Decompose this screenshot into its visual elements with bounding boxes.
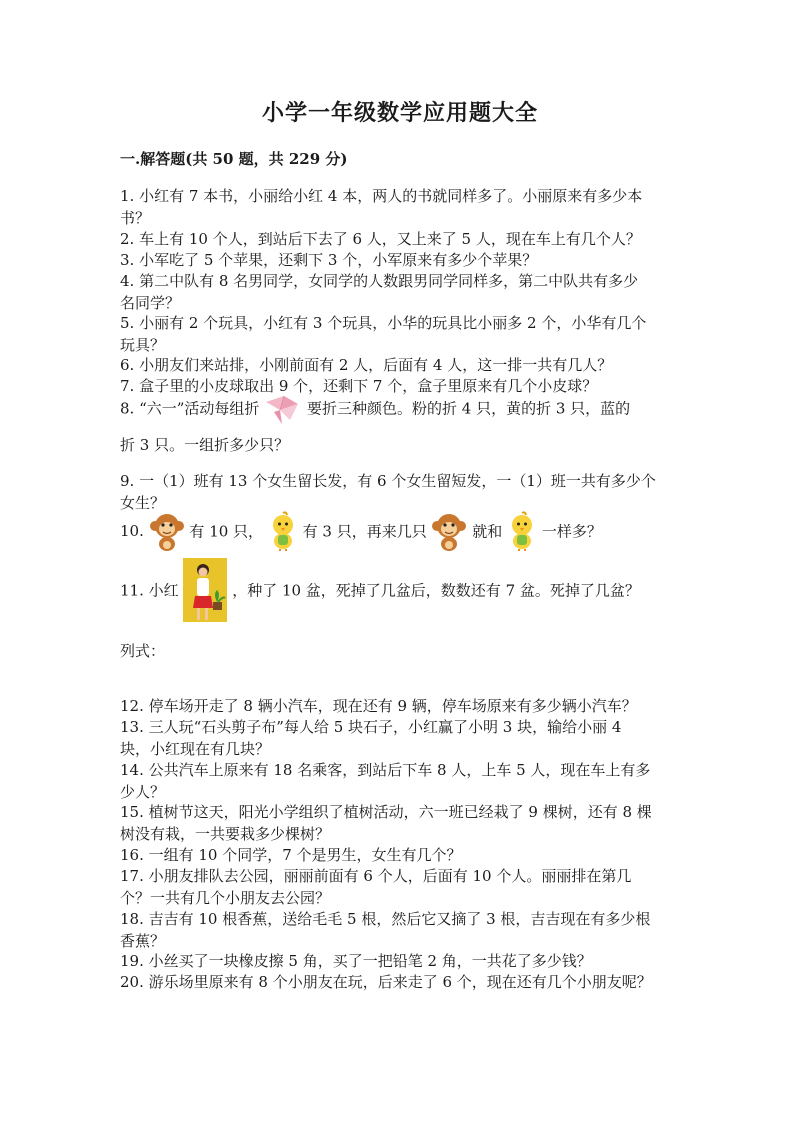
question-16: 16. 一组有 10 个同学，7 个是男生，女生有几个？ (120, 846, 462, 864)
question-4: 4. 第二中队有 8 名男同学，女同学的人数跟男同学同样多，第二中队共有多少 名同学？ (120, 272, 639, 312)
question-10: 10. 有 10 只， 有 3 只，再来几只 就和 一样多？ (120, 510, 602, 552)
question-3: 3. 小军吃了 5 个苹果，还剩下 3 个，小军原来有多少个苹果？ (120, 251, 538, 269)
monkey-icon (431, 510, 467, 552)
question-8-continued: 折 3 只。一组折多少只？ (120, 436, 290, 454)
question-13: 13. 三人玩“石头剪子布”每人给 5 块石子，小红赢了小明 3 块，输给小丽 4 块，小红现在有几块？ (120, 718, 622, 758)
question-14: 14. 公共汽车上原来有 18 名乘客，到站后下车 8 人，上车 5 人，现在车上有多 少人？ (120, 761, 651, 801)
question-11: 11. 小红 ，种了 10 盆，死掉了几盆后，数数还有 7 盆。死掉了几盆？ (120, 558, 640, 622)
question-7: 7. 盒子里的小皮球取出 9 个，还剩下 7 个，盒子里原来有几个小皮球？ (120, 377, 598, 395)
question-17: 17. 小朋友排队去公园，丽丽前面有 6 个人，后面有 10 个人。丽丽排在第几 个？一共有几个小朋友去公园？ (120, 867, 632, 907)
chick-icon (268, 511, 298, 551)
formula-label: 列式： (120, 642, 166, 660)
paper-crane-icon (264, 390, 302, 426)
question-1: 1. 小红有 7 本书，小丽给小红 4 本，两人的书就同样多了。小丽原来有多少本 书？ (120, 187, 643, 227)
section-heading: 一.解答题(共 50 题，共 229 分) (120, 150, 348, 168)
page-title: 小学一年级数学应用题大全 (261, 100, 538, 126)
chick-icon (507, 511, 537, 551)
question-19: 19. 小丝买了一块橡皮擦 5 角，买了一把铅笔 2 角，一共花了多少钱？ (120, 952, 592, 970)
girl-with-plant-photo (183, 558, 227, 622)
question-20: 20. 游乐场里原来有 8 个小朋友在玩，后来走了 6 个，现在还有几个小朋友呢？ (120, 973, 652, 991)
question-8: 8. “六一”活动每组折 要折三种颜色。粉的折 4 只，黄的折 3 只，蓝的 (120, 390, 630, 426)
monkey-icon (149, 510, 185, 552)
question-5: 5. 小丽有 2 个玩具，小红有 3 个玩具，小华的玩具比小丽多 2 个，小华有几个 玩具？ (120, 314, 647, 354)
question-6: 6. 小朋友们来站排，小刚前面有 2 人，后面有 4 人，这一排一共有几人？ (120, 356, 613, 374)
question-12: 12. 停车场开走了 8 辆小汽车，现在还有 9 辆，停车场原来有多少辆小汽车？ (120, 697, 637, 715)
question-15: 15. 植树节这天，阳光小学组织了植树活动，六一班已经栽了 9 棵树，还有 8 棵 树没有栽，一共要栽多少棵树？ (120, 803, 652, 843)
question-18: 18. 吉吉有 10 根香蕉，送给毛毛 5 根，然后它又摘了 3 根，吉吉现在有多少根 香蕉？ (120, 910, 651, 950)
question-2: 2. 车上有 10 个人，到站后下去了 6 人，又上来了 5 人，现在车上有几个人？ (120, 230, 641, 248)
question-9: 9. 一（1）班有 13 个女生留长发，有 6 个女生留短发，一（1）班一共有多少个 女生？ (120, 472, 656, 512)
